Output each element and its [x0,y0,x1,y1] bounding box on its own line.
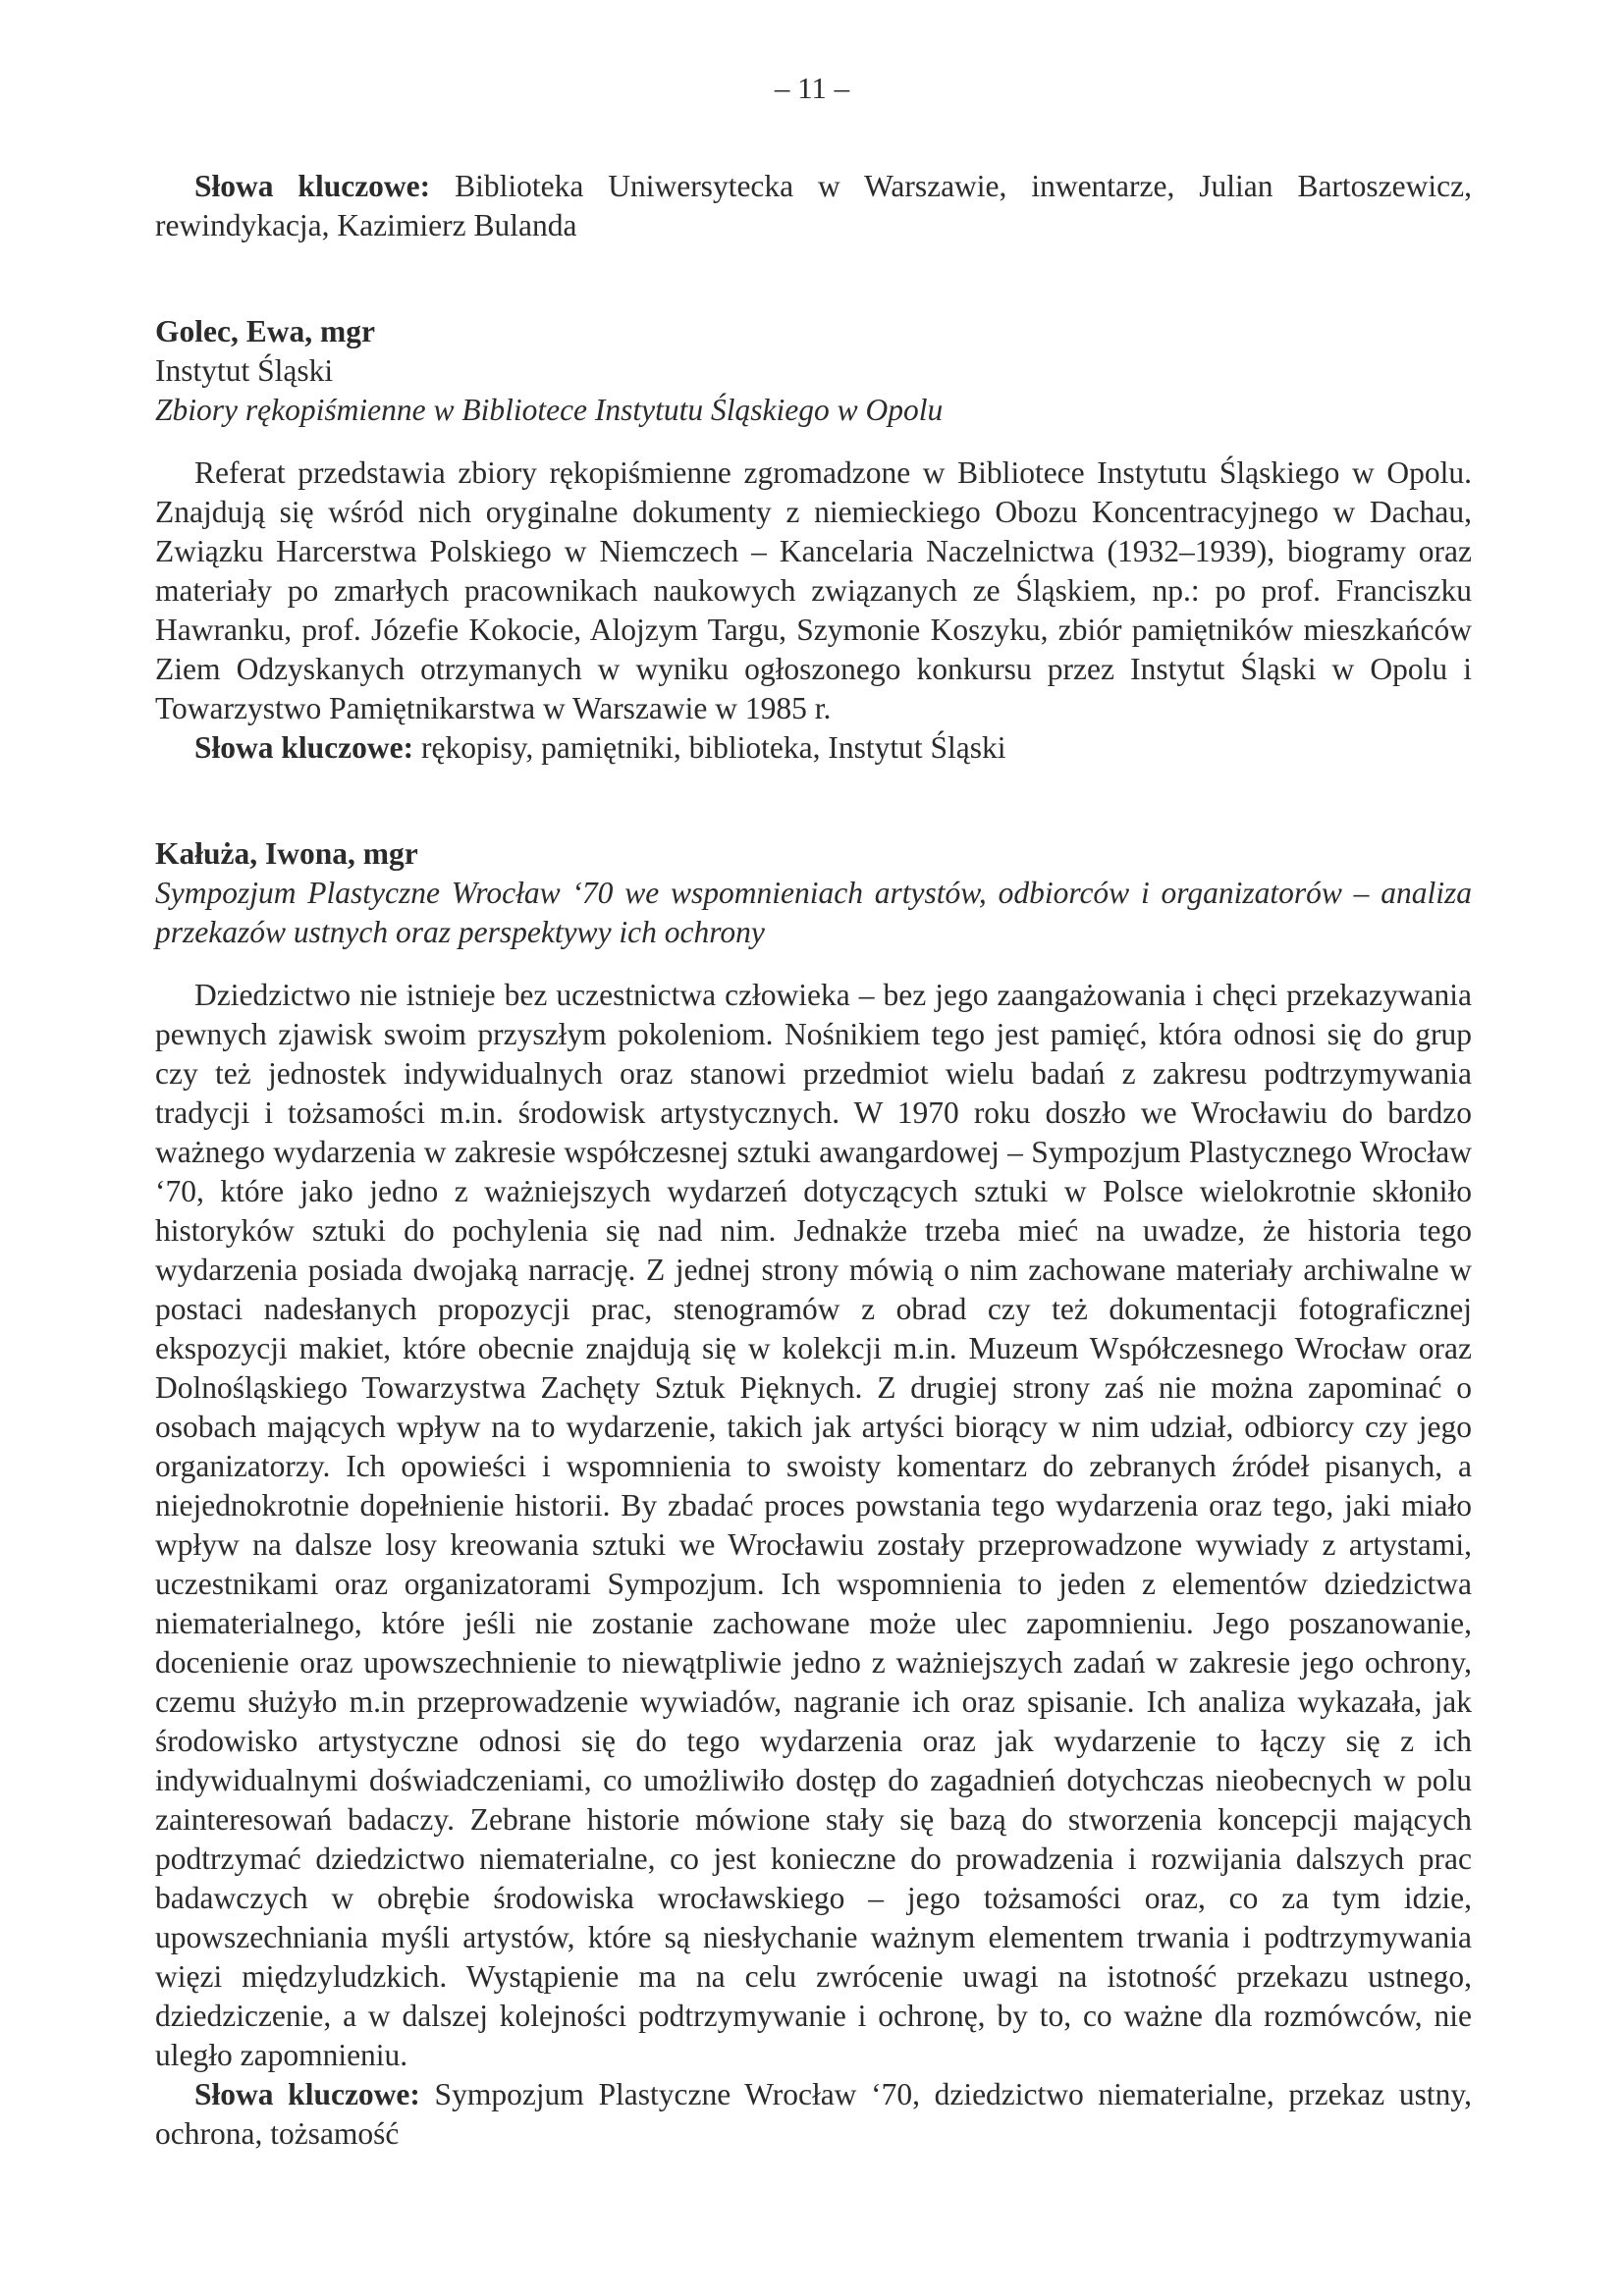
page-number: – 11 – [774,71,850,105]
keywords-line [155,2075,1472,2154]
keywords-text: Sympozjum Plastyczne Wrocław ‘70, dziedzictwo niematerialne, przekaz ustny, ochrona, tożsamość [155,2077,1473,2151]
author-name: Kałuża, Iwona, mgr [155,836,418,871]
paper-title: Sympozjum Plastyczne Wrocław ‘70 we wspomnieniach artystów, odbiorców i organizatorów – analiza przekazów ustnych oraz perspektywy ich ochrony [155,876,1472,949]
author-name: Golec, Ewa, mgr [155,314,375,348]
paper-title: Zbiory rękopiśmienne w Bibliotece Instytutu Śląskiego w Opolu [155,393,944,427]
keywords-line [155,167,1472,245]
keywords-label: Słowa kluczowe: [194,730,414,765]
keywords-label: Słowa kluczowe: [194,2077,420,2111]
author-institution: Instytut Śląski [155,353,334,388]
keywords-text: rękopisy, pamiętniki, biblioteka, Instytut Śląski [413,730,1006,765]
page-content [155,167,1472,2154]
abstract-text: Referat przedstawia zbiory rękopiśmienne zgromadzone w Bibliotece Instytutu Śląskiego w Opolu. Znajdują się wśród nich oryginalne dokumenty z niemieckiego Obozu Koncentracyjnego w Dachau, Związku Harcerstwa Polskiego w Niemczech – Kancelaria Naczelnictwa (1932–1939), biogramy oraz materiały po zmarłych pracownikach naukowych związanych ze Śląskiem, np.: po prof. Franciszku Hawranku, prof. Józefie Kokocie, Alojzym Targu, Szymonie Koszyku, zbiór pamiętników mieszkańców Ziem Odzyskanych otrzymanych w wyniku ogłoszonego konkursu przez Instytut Śląski w Opolu i Towarzystwo Pamiętnikarstwa w Warszawie w 1985 r. [155,455,1472,725]
keywords-line [155,728,1472,768]
keywords-text: Biblioteka Uniwersytecka w Warszawie, inwentarze, Julian Bartoszewicz, rewindykacja, Kazimierz Bulanda [155,169,1472,242]
keywords-label: Słowa kluczowe: [194,169,431,203]
abstract-text: Dziedzictwo nie istnieje bez uczestnictwa człowieka – bez jego zaangażowania i chęci przekazywania pewnych zjawisk swoim przyszłym pokoleniom. Nośnikiem tego jest pamięć, która odnosi się do grup czy też jednostek indywidualnych oraz stanowi przedmiot wielu badań z zakresu podtrzymywania tradycji i tożsamości m.in. środowisk artystycznych. W 1970 roku doszło we Wrocławiu do bardzo ważnego wydarzenia w zakresie współczesnej sztuki awangardowej – Sympozjum Plastycznego Wrocław ‘70, które jako jedno z ważniejszych wydarzeń dotyczących sztuki w Polsce wielokrotnie skłoniło historyków sztuki do pochylenia się nad nim. Jednakże trzeba mieć na uwadze, że historia tego wydarzenia posiada dwojaką narrację. Z jednej strony mówią o nim zachowane materiały archiwalne w postaci nadesłanych propozycji prac, stenogramów z obrad czy też dokumentacji fotograficznej ekspozycji makiet, które obecnie znajdują się w kolekcji m.in. Muzeum Współczesnego Wrocław oraz Dolnośląskiego Towarzystwa Zachęty Sztuk Pięknych. Z drugiej strony zaś nie można zapominać o osobach mających wpływ na to wydarzenie, takich jak artyści biorący w nim udział, odbiorcy czy jego organizatorzy. Ich opowieści i wspomnienia to swoisty komentarz do zebranych źródeł pisanych, a niejednokrotnie dopełnienie historii. By zbadać proces powstania tego wydarzenia oraz tego, jaki miało wpływ na dalsze losy kreowania sztuki we Wrocławiu zostały przeprowadzone wywiady z artystami, uczestnikami oraz organizatorami Sympozjum. Ich wspomnienia to jeden z elementów dziedzictwa niematerialnego, które jeśli nie zostanie zachowane może ulec zapomnieniu. Jego poszanowanie, docenienie oraz upowszechnienie to niewątpliwie jedno z ważniejszych zadań w zakresie jego ochrony, czemu służyło m.in przeprowadzenie wywiadów, nagranie ich oraz spisanie. Ich analiza wykazała, jak środowisko artystyczne odnosi się do tego wydarzenia oraz jak wydarzenie to łączy się z ich indywidualnymi doświadczeniami, co umożliwiło dostęp do zagadnień dotychczas nieobecnych w polu zainteresowań badaczy. Zebrane historie mówione stały się bazą do stworzenia koncepcji mających podtrzymać dziedzictwo niematerialne, co jest konieczne do prowadzenia i rozwijania dalszych prac badawczych w obrębie środowiska wrocławskiego – jego tożsamości oraz, co za tym idzie, upowszechniania myśli artystów, które są niesłychanie ważnym elementem trwania i podtrzymywania więzi międzyludzkich. Wystąpienie ma na celu zwrócenie uwagi na istotność przekazu ustnego, dziedziczenie, a w dalszej kolejności podtrzymywanie i ochronę, by to, co ważne dla rozmówców, nie uległo zapomnieniu. [155,978,1472,2072]
